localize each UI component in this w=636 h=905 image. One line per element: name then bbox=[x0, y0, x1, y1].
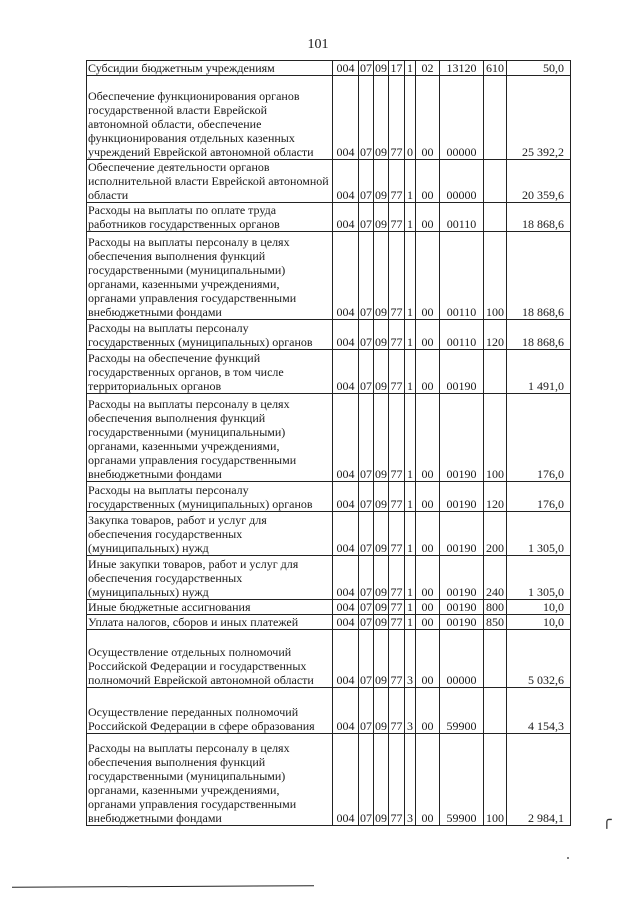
row-pr: 09 bbox=[375, 61, 387, 75]
row-p3: 00 bbox=[416, 232, 440, 320]
row-p2: 1 bbox=[405, 394, 416, 482]
row-name: Расходы на выплаты персоналу в целях обеспечения выполнения функций государственными (муниципальными) органами, казенными учреждениями, органами управления государственными внебюджетными фондами bbox=[87, 232, 333, 320]
row-vr: 120 bbox=[484, 320, 507, 350]
row-amount: 1 491,0 bbox=[507, 350, 571, 394]
row-p3: 00 bbox=[416, 512, 440, 556]
row-pr: 09 bbox=[374, 203, 389, 232]
row-p4: 59900 bbox=[440, 688, 484, 734]
row-p2: 1 bbox=[405, 232, 416, 320]
row-rz: 07 bbox=[359, 630, 374, 688]
row-name: Осуществление отдельных полномочий Российской Федерации и государственных полномочий Еврейской автономной области bbox=[87, 630, 333, 688]
page-number: 101 bbox=[307, 37, 329, 52]
row-rz: 07 bbox=[360, 615, 372, 629]
row-p2: 1 bbox=[405, 61, 416, 76]
row-rz: 07 bbox=[359, 482, 374, 512]
row-pr: 09 bbox=[374, 512, 389, 556]
row-min: 004 bbox=[333, 320, 359, 350]
row-name: Субсидии бюджетным учреждениям bbox=[87, 61, 333, 76]
row-rz: 07 bbox=[360, 61, 372, 75]
row-vr: 850 bbox=[484, 615, 507, 630]
row-p3: 00 bbox=[416, 76, 440, 160]
row-name: Иные бюджетные ассигнования bbox=[87, 600, 333, 615]
row-min: 004 bbox=[333, 688, 359, 734]
table-row bbox=[87, 320, 571, 350]
row-p1: 77 bbox=[389, 512, 405, 556]
row-min: 004 bbox=[333, 734, 359, 826]
table-row bbox=[87, 232, 571, 320]
row-p2: 1 bbox=[405, 160, 416, 203]
row-pr: 09 bbox=[374, 630, 389, 688]
row-vr: 100 bbox=[484, 232, 507, 320]
table-row bbox=[87, 76, 571, 160]
row-vr bbox=[484, 160, 507, 203]
row-rz: 07 bbox=[359, 160, 374, 203]
row-p4: 00190 bbox=[440, 556, 484, 600]
row-p3: 00 bbox=[416, 482, 440, 512]
row-vr bbox=[484, 630, 507, 688]
row-p4: 59900 bbox=[440, 734, 484, 826]
row-p1: 77 bbox=[390, 600, 403, 614]
row-amount: 18 868,6 bbox=[507, 320, 571, 350]
row-p2: 3 bbox=[405, 734, 416, 826]
row-name: Уплата налогов, сборов и иных платежей bbox=[87, 615, 333, 630]
row-p1: 77 bbox=[390, 615, 403, 629]
row-pr: 09 bbox=[374, 482, 389, 512]
row-rz: 07 bbox=[359, 203, 374, 232]
row-min: 004 bbox=[333, 394, 359, 482]
row-p2: 1 bbox=[405, 512, 416, 556]
row-p3: 00 bbox=[416, 630, 440, 688]
row-amount: 10,0 bbox=[507, 600, 571, 615]
table-row bbox=[87, 600, 571, 615]
row-min: 004 bbox=[333, 556, 359, 600]
row-p1: 77 bbox=[389, 630, 405, 688]
row-amount: 50,0 bbox=[507, 61, 571, 76]
row-name: Обеспечение деятельности органов исполнительной власти Еврейской автономной области bbox=[87, 160, 333, 203]
row-vr bbox=[484, 688, 507, 734]
row-rz: 07 bbox=[359, 232, 374, 320]
row-name: Осуществление переданных полномочий Российской Федерации в сфере образования bbox=[87, 688, 333, 734]
row-amount: 1 305,0 bbox=[507, 512, 571, 556]
table-row bbox=[87, 556, 571, 600]
budget-table bbox=[86, 60, 571, 826]
row-p1: 77 bbox=[389, 160, 405, 203]
row-p2: 0 bbox=[405, 76, 416, 160]
row-pr: 09 bbox=[374, 350, 389, 394]
row-rz: 07 bbox=[360, 600, 372, 614]
row-name: Расходы на выплаты персоналу государственных (муниципальных) органов bbox=[87, 482, 333, 512]
row-p2: 1 bbox=[405, 600, 416, 615]
row-p1: 77 bbox=[389, 688, 405, 734]
row-name: Обеспечение функционирования органов государственной власти Еврейской автономной области, обеспечение функционирования отдельных казенных учреждений Еврейской автономной области bbox=[87, 76, 333, 160]
row-amount: 4 154,3 bbox=[507, 688, 571, 734]
row-p2: 3 bbox=[405, 630, 416, 688]
table-row bbox=[87, 615, 571, 630]
table-row bbox=[87, 350, 571, 394]
row-p1: 77 bbox=[389, 350, 405, 394]
table-row bbox=[87, 512, 571, 556]
row-p4: 00110 bbox=[440, 232, 484, 320]
table-row bbox=[87, 482, 571, 512]
row-p2: 1 bbox=[405, 203, 416, 232]
row-min: 004 bbox=[333, 61, 359, 76]
row-pr: 09 bbox=[374, 688, 389, 734]
row-amount: 20 359,6 bbox=[507, 160, 571, 203]
row-vr bbox=[484, 203, 507, 232]
row-p3: 00 bbox=[416, 615, 440, 630]
table-row bbox=[87, 734, 571, 826]
row-p1: 77 bbox=[389, 203, 405, 232]
row-pr: 09 bbox=[374, 232, 389, 320]
row-p1: 77 bbox=[389, 734, 405, 826]
row-pr: 09 bbox=[374, 556, 389, 600]
row-pr: 09 bbox=[374, 734, 389, 826]
row-amount: 5 032,6 bbox=[507, 630, 571, 688]
margin-mark: ╭ bbox=[602, 812, 612, 829]
row-pr: 09 bbox=[374, 160, 389, 203]
row-p1: 17 bbox=[390, 61, 403, 75]
row-p3: 00 bbox=[416, 600, 440, 615]
row-p3: 02 bbox=[416, 61, 440, 76]
row-p1: 77 bbox=[389, 556, 405, 600]
row-min: 004 bbox=[333, 600, 359, 615]
row-p3: 00 bbox=[416, 394, 440, 482]
row-p3: 00 bbox=[416, 556, 440, 600]
row-rz: 07 bbox=[359, 734, 374, 826]
row-p3: 00 bbox=[416, 350, 440, 394]
table-row bbox=[87, 203, 571, 232]
row-p3: 00 bbox=[416, 734, 440, 826]
row-p2: 1 bbox=[405, 350, 416, 394]
row-vr: 610 bbox=[484, 61, 507, 76]
row-p3: 00 bbox=[416, 688, 440, 734]
row-min: 004 bbox=[333, 350, 359, 394]
row-name: Расходы на выплаты персоналу государственных (муниципальных) органов bbox=[87, 320, 333, 350]
row-p1: 77 bbox=[389, 232, 405, 320]
row-p1: 77 bbox=[389, 76, 405, 160]
row-p2: 3 bbox=[405, 688, 416, 734]
row-vr: 240 bbox=[484, 556, 507, 600]
table-row bbox=[87, 394, 571, 482]
row-name: Расходы на выплаты персоналу в целях обеспечения выполнения функций государственными (муниципальными) органами, казенными учреждениями, органами управления государственными внебюджетными фондами bbox=[87, 394, 333, 482]
row-name: Расходы на обеспечение функций государственных органов, в том числе территориальных органов bbox=[87, 350, 333, 394]
row-p4: 00000 bbox=[440, 160, 484, 203]
row-name: Закупка товаров, работ и услуг для обеспечения государственных (муниципальных) нужд bbox=[87, 512, 333, 556]
row-rz: 07 bbox=[359, 688, 374, 734]
row-p1: 77 bbox=[389, 394, 405, 482]
table-row bbox=[87, 688, 571, 734]
row-name: Расходы на выплаты персоналу в целях обеспечения выполнения функций государственными (муниципальными) органами, казенными учреждениями, органами управления государственными внебюджетными фондами bbox=[87, 734, 333, 826]
row-p4: 13120 bbox=[440, 61, 484, 76]
row-min: 004 bbox=[333, 160, 359, 203]
row-pr: 09 bbox=[374, 76, 389, 160]
row-pr: 09 bbox=[374, 320, 389, 350]
row-min: 004 bbox=[333, 615, 359, 630]
row-rz: 07 bbox=[359, 320, 374, 350]
row-pr: 09 bbox=[374, 394, 389, 482]
row-min: 004 bbox=[333, 482, 359, 512]
row-rz: 07 bbox=[359, 394, 374, 482]
budget-table-body bbox=[87, 61, 571, 826]
row-min: 004 bbox=[333, 512, 359, 556]
row-vr bbox=[484, 76, 507, 160]
row-vr: 120 bbox=[484, 482, 507, 512]
margin-dot bbox=[567, 857, 569, 859]
row-p4: 00190 bbox=[440, 394, 484, 482]
row-amount: 176,0 bbox=[507, 394, 571, 482]
row-min: 004 bbox=[333, 232, 359, 320]
row-p3: 00 bbox=[416, 203, 440, 232]
row-name: Иные закупки товаров, работ и услуг для обеспечения государственных (муниципальных) нужд bbox=[87, 556, 333, 600]
row-p2: 1 bbox=[405, 556, 416, 600]
row-p4: 00000 bbox=[440, 76, 484, 160]
row-name: Расходы на выплаты по оплате труда работников государственных органов bbox=[87, 203, 333, 232]
row-rz: 07 bbox=[359, 512, 374, 556]
row-p3: 00 bbox=[416, 320, 440, 350]
row-p4: 00190 bbox=[440, 482, 484, 512]
row-p4: 00190 bbox=[440, 615, 484, 630]
row-vr: 800 bbox=[484, 600, 507, 615]
table-row bbox=[87, 61, 571, 76]
row-p3: 00 bbox=[416, 160, 440, 203]
row-p4: 00110 bbox=[440, 320, 484, 350]
row-amount: 25 392,2 bbox=[507, 76, 571, 160]
row-pr: 09 bbox=[375, 600, 387, 614]
row-p2: 1 bbox=[405, 615, 416, 630]
table-row bbox=[87, 630, 571, 688]
row-p4: 00110 bbox=[440, 203, 484, 232]
row-min: 004 bbox=[333, 203, 359, 232]
row-p1: 77 bbox=[389, 482, 405, 512]
footer-rule bbox=[12, 885, 314, 888]
row-vr: 100 bbox=[484, 734, 507, 826]
row-amount: 176,0 bbox=[507, 482, 571, 512]
row-p2: 1 bbox=[405, 482, 416, 512]
row-vr: 100 bbox=[484, 394, 507, 482]
row-min: 004 bbox=[333, 76, 359, 160]
row-amount: 18 868,6 bbox=[507, 232, 571, 320]
row-amount: 1 305,0 bbox=[507, 556, 571, 600]
row-rz: 07 bbox=[359, 76, 374, 160]
row-p2: 1 bbox=[405, 320, 416, 350]
row-p4: 00190 bbox=[440, 512, 484, 556]
table-row bbox=[87, 160, 571, 203]
row-min: 004 bbox=[333, 630, 359, 688]
row-pr: 09 bbox=[375, 615, 387, 629]
row-amount: 10,0 bbox=[507, 615, 571, 630]
row-p4: 00190 bbox=[440, 350, 484, 394]
row-rz: 07 bbox=[359, 556, 374, 600]
row-p4: 00000 bbox=[440, 630, 484, 688]
row-vr: 200 bbox=[484, 512, 507, 556]
row-vr bbox=[484, 350, 507, 394]
row-p4: 00190 bbox=[440, 600, 484, 615]
row-amount: 18 868,6 bbox=[507, 203, 571, 232]
row-p1: 77 bbox=[389, 320, 405, 350]
row-amount: 2 984,1 bbox=[507, 734, 571, 826]
row-rz: 07 bbox=[359, 350, 374, 394]
